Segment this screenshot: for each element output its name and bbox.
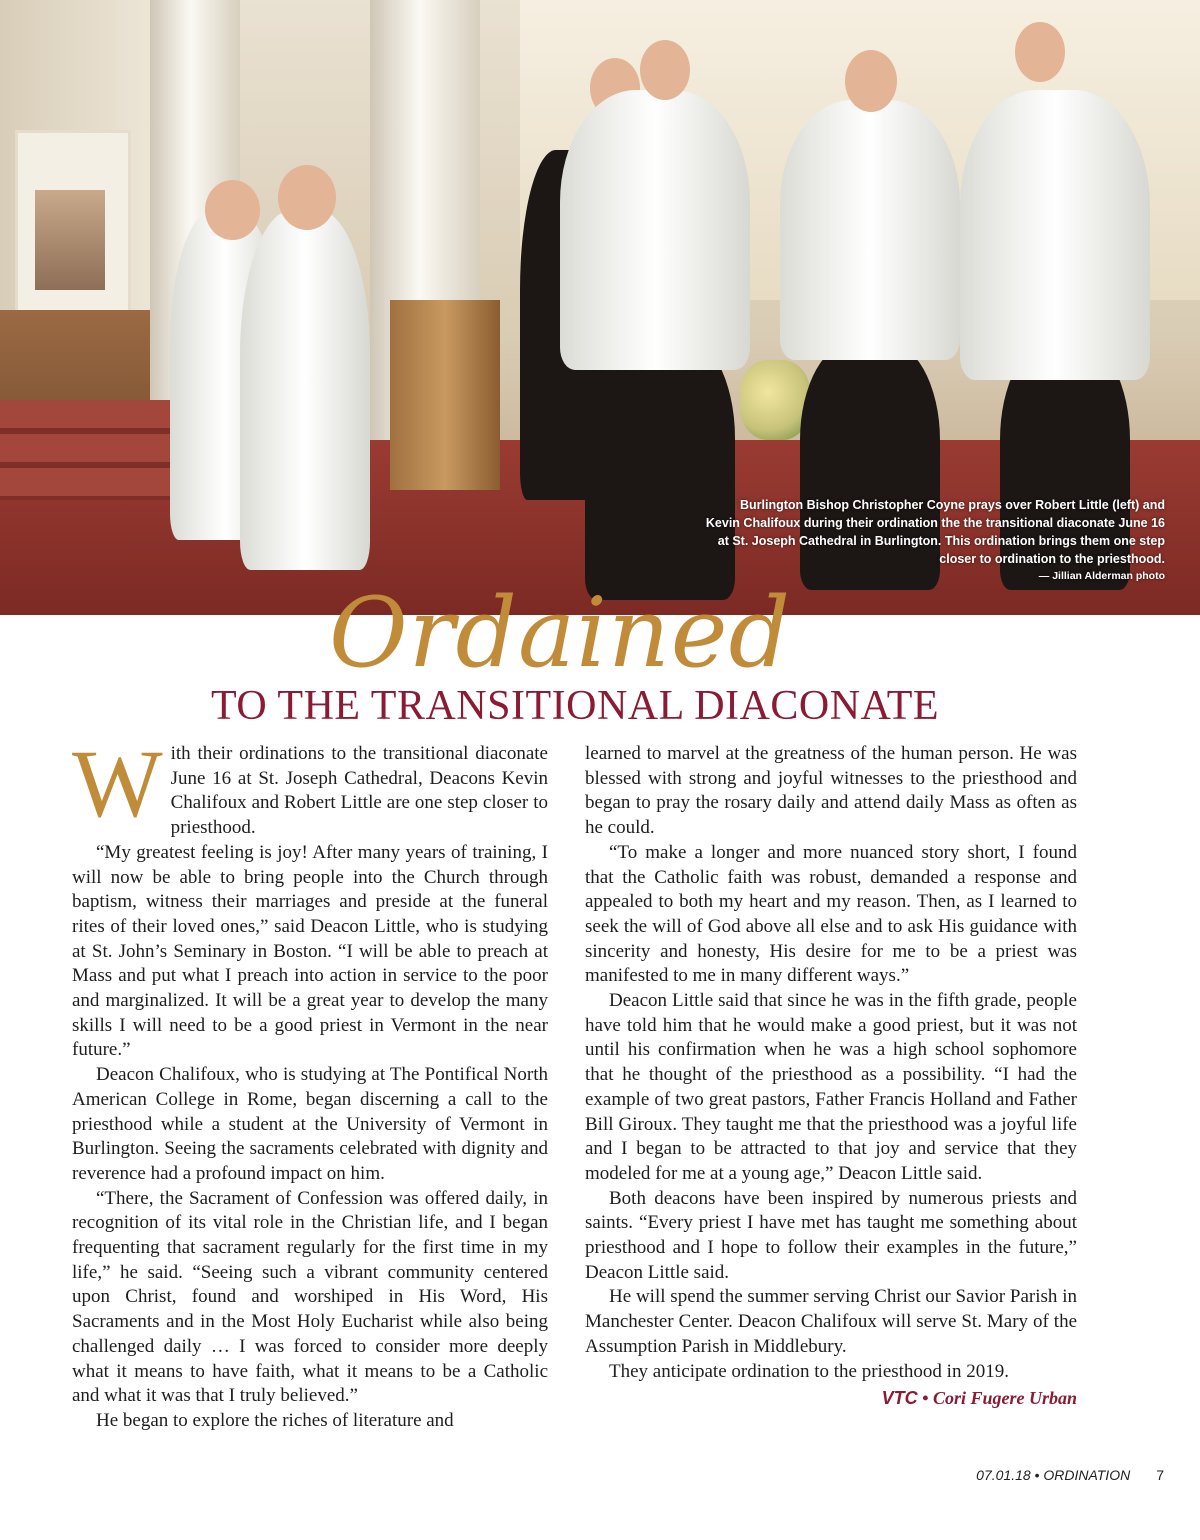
page-subtitle: TO THE TRANSITIONAL DIACONATE (210, 683, 940, 729)
page-title-script: Ordained (328, 577, 792, 689)
page-footer (976, 1467, 1164, 1483)
article-paragraph: “There, the Sacrament of Confession was offered daily, in recognition of its vital role in the Christian life, and I began frequenting that sacrament regularly for the first time in my life,” he said. “Seeing such a vibrant community centered upon Christ, found and worshiped in His Word, His Sacraments and in the Most Holy Eucharist while also being challenged daily … I was forced to consider more deeply what it means to have faith, what it means to be a Catholic and what it was that I truly believed.” (72, 1187, 548, 1407)
photo-head (278, 165, 336, 230)
photo-head (1015, 22, 1065, 82)
article-paragraph: Deacon Little said that since he was in the fifth grade, people have told him that he would make a good priest, but it was not until his confirmation when he was a high school sophomore that he thought of the priesthood as a possibility. “I had the example of two great pastors, Father Francis Holland and Father Bill Giroux. They taught me that the priesthood was a joyful life and I began to be attracted to that joy and service that they modeled for me at a young age,” Deacon Little said. (585, 990, 1077, 1184)
photo-shrine-painting (35, 190, 105, 290)
drop-cap: W (72, 730, 163, 837)
article-column-right (585, 742, 1077, 1411)
photo-head (640, 40, 690, 100)
article-paragraph: They anticipate ordination to the priesthood in 2019. (609, 1360, 1009, 1382)
photo-head (205, 180, 260, 240)
article-paragraph: He will spend the summer serving Christ our Savior Parish in Manchester Center. Deacon Chalifoux will serve St. Mary of the Assumption Parish in Middlebury. (585, 1286, 1077, 1357)
byline-org: VTC (881, 1388, 918, 1409)
photo-head (845, 50, 897, 112)
article-paragraph: He began to explore the riches of literature and (96, 1409, 454, 1431)
photo-credit: — Jillian Alderman photo (1038, 570, 1165, 582)
page-number: 7 (1156, 1467, 1164, 1483)
photo-surplice (960, 90, 1150, 380)
article-paragraph: With their ordinations to the transitional diaconate June 16 at St. Joseph Cathedral, Deacons Kevin Chalifoux and Robert Little are one step closer to priesthood. (72, 730, 548, 839)
photo-caption (705, 496, 1165, 584)
photo-surplice (780, 100, 960, 360)
byline-author: Cori Fugere Urban (932, 1388, 1077, 1409)
photo-figure-kneeling-right (240, 210, 370, 570)
article-paragraph: “My greatest feeling is joy! After many years of training, I will now be able to bring people into the Church through baptism, witness their marriages and preside at the funeral rites of their loved ones,” said Deacon Little, who is studying at St. John’s Seminary in Boston. “I will be able to preach at Mass and put what I preach into action in service to the poor and marginalized. It will be a great year to develop the many skills I will need to be a good priest in Vermont in the near future.” (72, 841, 548, 1061)
article-paragraph: Deacon Chalifoux, who is studying at The Pontifical North American College in Rome, began discerning a call to the priesthood while a student at the University of Vermont in Burlington. Seeing the sacraments celebrated with dignity and reverence had a profound impact on him. (72, 1064, 548, 1184)
footer-issue: 07.01.18 • ORDINATION (976, 1467, 1131, 1483)
photo-caption-text: Burlington Bishop Christopher Coyne prays over Robert Little (left) and Kevin Chalifoux during their ordination the the transitional diaconate June 16 at St. Joseph Cathedral in Burlington. This ordination brings them one step closer to ordination to the priesthood. (705, 498, 1165, 566)
photo-lectern (390, 300, 500, 490)
photo-surplice (560, 90, 750, 370)
byline-separator: • (917, 1388, 933, 1409)
article-byline (585, 1386, 1077, 1411)
article-paragraph: “To make a longer and more nuanced story short, I found that the Catholic faith was robust, demanded a response and appealed to both my heart and my reason. Then, as I learned to seek the will of God above all else and to ask His guidance with sincerity and honesty, His desire for me to be a priest was manifested to me in many different ways.” (585, 841, 1077, 987)
article-paragraph: learned to marvel at the greatness of the human person. He was blessed with strong and joyful witnesses to the priesthood and began to pray the rosary daily and attend daily Mass as often as he could. (585, 743, 1077, 839)
article-paragraph: Both deacons have been inspired by numerous priests and saints. “Every priest I have met has taught me something about priesthood and I hope to follow their examples in the future,” Deacon Little said. (585, 1187, 1077, 1283)
article-column-left (72, 730, 548, 1434)
ordination-photo (0, 0, 1200, 615)
